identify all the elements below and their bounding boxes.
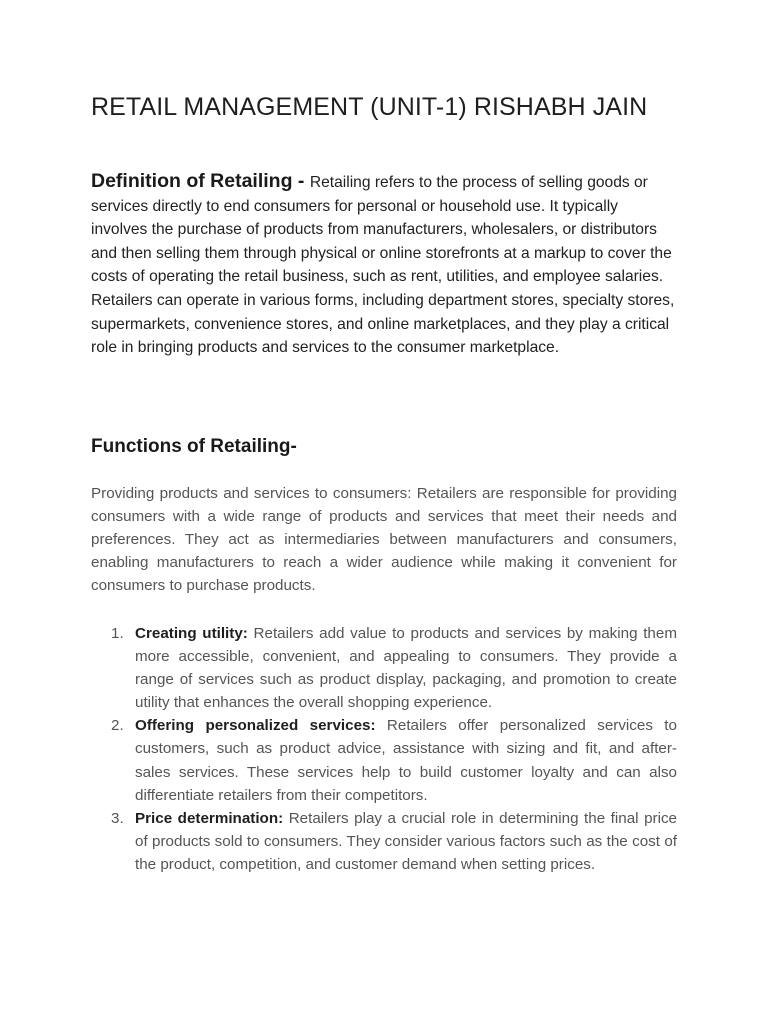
list-item xyxy=(91,807,677,876)
list-item-text: Retailers offer personalized services to customers, such as product advice, assistance with sizing and fit, and after-sales services. These services help to build customer loyalty and can also differentiate retailers from their competitors. xyxy=(135,717,677,804)
functions-intro-paragraph: Providing products and services to consumers: Retailers are responsible for providing consumers with a wide range of products and services that meet their needs and preferences. They act as intermediaries between manufacturers and consumers, enabling manufacturers to reach a wider audience while making it convenient for consumers to purchase products. xyxy=(91,485,677,595)
list-item xyxy=(91,622,677,714)
list-item-text: Retailers add value to products and services by making them more accessible, convenient, and appealing to consumers. They provide a range of services such as product display, packaging, and promotion to create utility that enhances the overall shopping experience. xyxy=(135,625,677,712)
list-item-term: Creating utility: xyxy=(135,625,248,642)
definition-text: Retailing refers to the process of selling goods or services directly to end consumers for personal or household use. It typically involves the purchase of products from manufacturers, wholesalers, or distributors and then selling them through physical or online storefronts at a markup to cover the costs of operating the retail business, such as rent, utilities, and employee salaries. Retailers can operate in various forms, including department stores, specialty stores, supermarkets, convenience stores, and online marketplaces, and they play a critical role in bringing products and services to the consumer marketplace. xyxy=(91,174,675,357)
list-item-number: 2. xyxy=(111,717,124,735)
list-item-term: Offering personalized services: xyxy=(135,717,376,735)
document-title: RETAIL MANAGEMENT (UNIT-1) RISHABH JAIN xyxy=(91,93,648,121)
functions-heading: Functions of Retailing- xyxy=(91,436,297,457)
list-item xyxy=(91,714,677,806)
list-item-text: Retailers play a crucial role in determining the final price of products sold to consumers. They consider various factors such as the cost of the product, competition, and customer demand when setting prices. xyxy=(135,809,677,873)
definition-paragraph xyxy=(91,170,677,360)
list-item-term: Price determination: xyxy=(135,809,284,827)
definition-term: Definition of Retailing - xyxy=(91,170,310,192)
functions-list xyxy=(91,622,677,876)
list-item-number: 1. xyxy=(111,625,124,642)
list-item-number: 3. xyxy=(111,809,124,827)
